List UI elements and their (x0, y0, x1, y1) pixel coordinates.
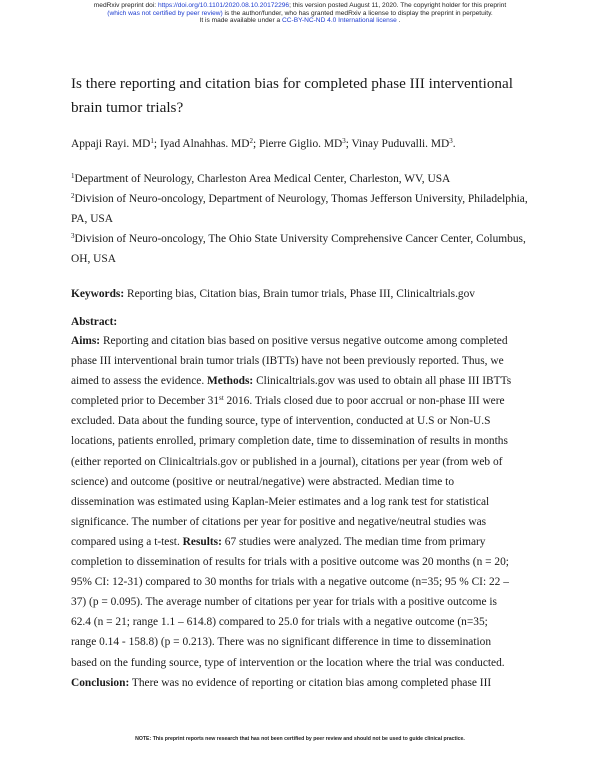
results-label: Results: (182, 535, 222, 548)
abstract-heading: Abstract: (71, 316, 118, 328)
keywords (71, 287, 541, 302)
conclusion-label: Conclusion: (71, 676, 130, 689)
footer-note: NOTE: This preprint reports new research that has not been certified by peer review and should not be used to guide clinical practice. (135, 736, 465, 742)
affiliation-3: $^3$Division of Neuro-oncology, The Ohio State University Comprehensive Cancer Center, Columbus, OH, USA (71, 232, 526, 265)
author: Iyad Alnahhas. $MD^2$; (159, 137, 259, 150)
abstract-body: Aims: Reporting and citation bias based on positive versus negative outcome among completed phase III interventional brain tumor trials (IBTTs) have not been previously reported. Thus, we aimed to assess the evidence. Methods: Clinicaltrials.gov was used to obtain all phase III IBTTs completed prior to December 31st 2016. Trials closed due to poor accrual or non-phase III were excluded. Data about the funding source, type of intervention, conducted at U.S or Non-U.S locations, patients enrolled, primary completion date, time to dissemination of results in months (either reported on Clinicaltrials.gov or published in a journal), citations per year (from web of science) and outcome (positive or neutral/negative) were abstracted. Median time to dissemination was estimated using Kaplan-Meier estimates and a log rank test for statistical significance. The number of citations per year for positive and negative/neutral studies was compared using a t-test. Results: 67 studies were analyzed. The median time from primary completion to dissemination of results for trials with a positive outcome was 20 months (n = 20; 95% CI: 12-31) compared to 30 months for trials with a negative outcome (n=35; 95 % CI: 22 – 37) (p = 0.095). The average number of citations per year for trials with a positive outcome is 62.4 (n = 21; range 1.1 – 614.8) compared to 25.0 for trials with a negative outcome (n=35; range 0.14 - 158.8) (p = 0.213). There was no significant difference in time to dissemination based on the funding source, type of intervention or the location where the trial was conducted. Conclusion: There was no evidence of reporting or citation bias among completed phase III (71, 335, 512, 689)
header-line-1: medRxiv preprint doi: https://doi.org/10.1101/2020.08.10.20172296; this version posted August 11, 2020. The copyright holder for this preprint (93, 2, 507, 9)
author: Vinay Puduvalli. $MD^3$. (351, 137, 456, 150)
doi-link[interactable]: https://doi.org/10.1101/2020.08.10.20172296 (157, 2, 290, 9)
affiliation-2: $^2$Division of Neuro-oncology, Department of Neurology, Thomas Jefferson University, Philadelphia, PA, USA (71, 192, 528, 225)
keywords-text: Reporting bias, Citation bias, Brain tumor trials, Phase III, Clinicaltrials.gov (124, 288, 475, 300)
methods-label: Methods: (207, 375, 254, 388)
preprint-header (0, 2, 600, 25)
license-link[interactable]: CC-BY-NC-ND 4.0 International license (281, 17, 397, 25)
paper-title: Is there reporting and citation bias for completed phase III interventional brain tumor trials? (71, 75, 513, 116)
author: Pierre Giglio. $MD^3$; (258, 137, 352, 150)
author: Appaji Rayi. $MD^1$; (71, 137, 160, 150)
header-line-2: (which was not certified by peer review) is the author/funder, who has granted medRxiv a license to display the preprint in perpetuity. (107, 9, 493, 17)
author-list (71, 137, 541, 152)
aims-label: Aims: (71, 335, 101, 347)
affiliation-1: $^1$Department of Neurology, Charleston Area Medical Center, Charleston, WV, USA (71, 172, 451, 185)
keywords-label: Keywords: (71, 288, 125, 300)
header-line-3: It is made available under a CC-BY-NC-ND 4.0 International license . (199, 17, 401, 25)
